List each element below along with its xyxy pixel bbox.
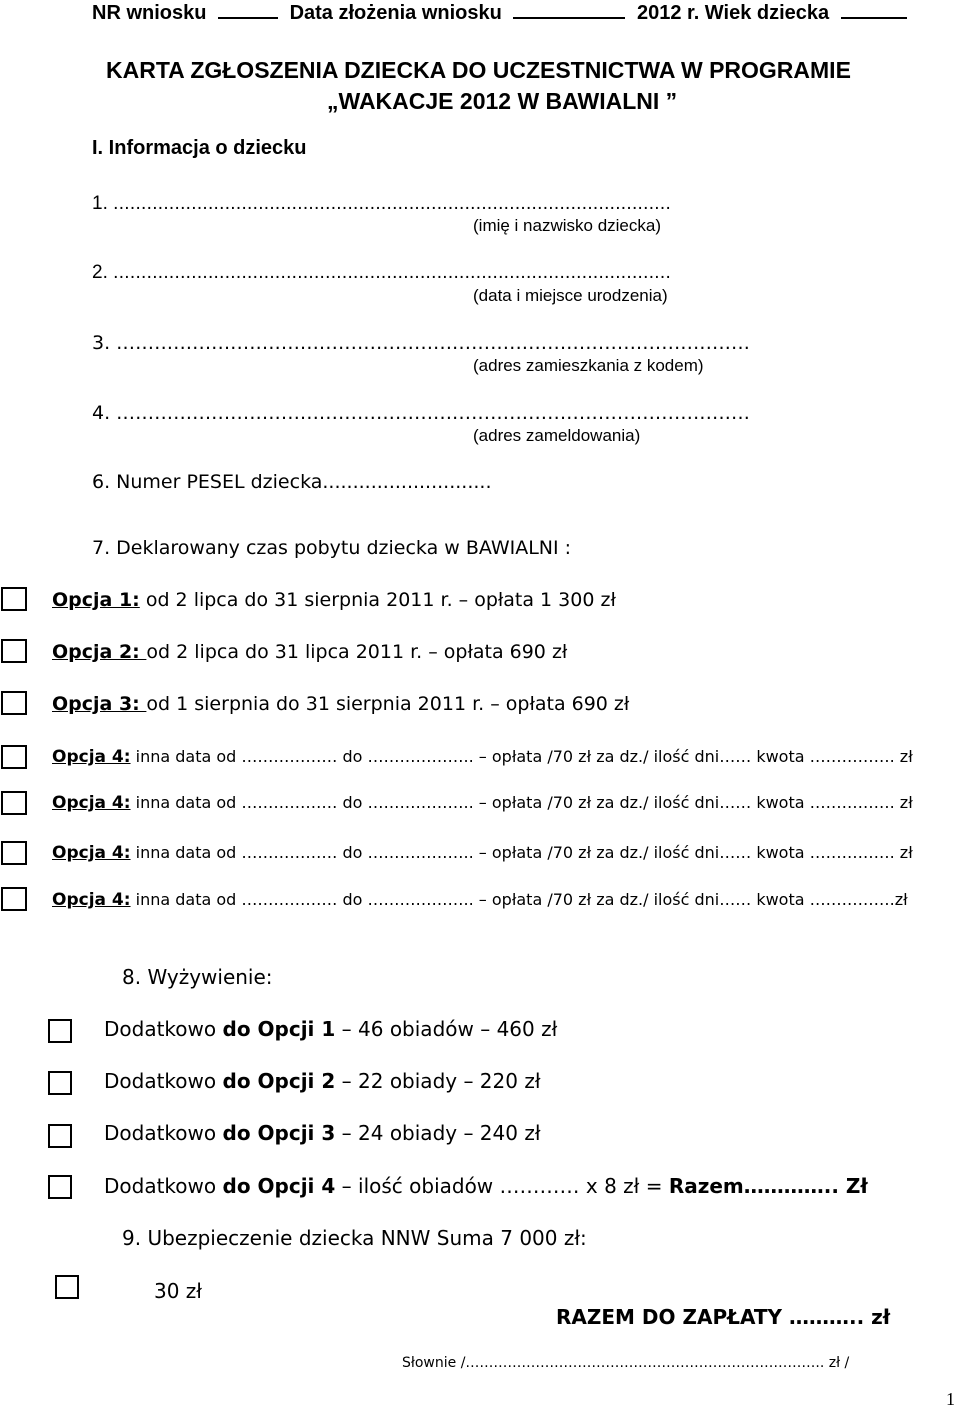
insurance-heading: 9. Ubezpieczenie dziecka NNW Suma 7 000 zł: <box>122 1226 587 1250</box>
option-text: inna data od ……………… do ……………….. – opłata /70 zł za dz./ ilość dni…… kwota …………….zł <box>130 890 908 909</box>
meal-4-row <box>104 1174 868 1198</box>
section-heading: I. Informacja o dziecku <box>92 137 307 159</box>
meal-option: do Opcji 3 <box>222 1121 336 1145</box>
meal-post: – 22 obiady – 220 zł <box>335 1069 541 1093</box>
option-label: Opcja 4: <box>52 793 131 813</box>
meal-pre: Dodatkowo <box>104 1121 223 1145</box>
field-2-row <box>92 262 671 284</box>
option-text: od 1 sierpnia do 31 sierpnia 2011 r. – opłata 690 zł <box>146 693 630 715</box>
field-1-row <box>92 193 671 215</box>
meal-2-row <box>104 1069 541 1093</box>
meal-pre: Dodatkowo <box>104 1017 223 1041</box>
option-text: od 2 lipca do 31 sierpnia 2011 r. – opłata 1 300 zł <box>139 589 616 611</box>
registration-input-dots[interactable]: .................................................................................................... <box>116 402 751 424</box>
option-label: Opcja 4: <box>52 890 131 910</box>
field-caption: (adres zameldowania) <box>473 426 641 445</box>
option-4b-row <box>52 793 913 813</box>
year-age-label: 2012 r. Wiek dziecka <box>636 2 830 24</box>
meal-post: – ilość obiadów ………… x 8 zł = <box>335 1174 669 1198</box>
name-input-dots[interactable]: .................................................................................................... <box>113 193 672 214</box>
option-label: Opcja 4: <box>52 843 131 863</box>
field-3-row <box>92 332 750 354</box>
option-label: Opcja 4: <box>52 747 131 767</box>
option-3-checkbox[interactable] <box>1 691 27 715</box>
meal-pre: Dodatkowo <box>104 1069 223 1093</box>
insurance-amount: 30 zł <box>154 1279 202 1303</box>
option-2-row <box>52 641 567 663</box>
option-1-checkbox[interactable] <box>1 587 27 611</box>
birth-input-dots[interactable]: .................................................................................................... <box>113 262 672 283</box>
field-caption: (data i miejsce urodzenia) <box>473 286 668 305</box>
meals-heading: 8. Wyżywienie: <box>122 965 273 989</box>
field-caption: (imię i nazwisko dziecka) <box>473 216 661 235</box>
meal-4-checkbox[interactable] <box>48 1175 72 1199</box>
meal-pre: Dodatkowo <box>104 1174 223 1198</box>
option-4b-checkbox[interactable] <box>1 791 27 815</box>
nr-label: NR wniosku <box>92 2 207 24</box>
option-4a-row <box>52 747 913 767</box>
meal-3-checkbox[interactable] <box>48 1124 72 1148</box>
declared-stay-heading: 7. Deklarowany czas pobytu dziecka w BAWIALNI : <box>92 537 572 559</box>
date-label: Data złożenia wniosku <box>289 2 502 24</box>
option-label: Opcja 3: <box>52 693 147 715</box>
insurance-checkbox[interactable] <box>55 1275 79 1299</box>
page-number: 1 <box>946 1389 955 1409</box>
field-number: 2. <box>92 262 108 283</box>
meal-1-row <box>104 1017 557 1041</box>
option-4a-checkbox[interactable] <box>1 745 27 769</box>
field-number: 4. <box>92 402 111 424</box>
field-caption: (adres zamieszkania z kodem) <box>473 356 704 375</box>
meal-2-checkbox[interactable] <box>48 1071 72 1095</box>
option-label: Opcja 2: <box>52 641 147 663</box>
meal-option: do Opcji 1 <box>222 1017 336 1041</box>
option-4d-checkbox[interactable] <box>1 887 27 911</box>
option-3-row <box>52 693 629 715</box>
meal-post: – 46 obiadów – 460 zł <box>335 1017 558 1041</box>
field-number: 3. <box>92 332 111 354</box>
date-blank[interactable] <box>513 16 625 19</box>
title-line2: „WAKACJE 2012 W BAWIALNI ” <box>327 88 678 114</box>
header-line <box>92 2 907 25</box>
field-number: 1. <box>92 193 108 214</box>
option-4d-row <box>52 890 908 910</box>
meal-total: Razem………….. Zł <box>668 1174 868 1198</box>
pesel-field[interactable]: 6. Numer PESEL dziecka............................ <box>92 471 492 493</box>
option-4c-row <box>52 843 913 863</box>
meal-option: do Opcji 4 <box>222 1174 336 1198</box>
nr-blank[interactable] <box>218 16 278 19</box>
title-line1: KARTA ZGŁOSZENIA DZIECKA DO UCZESTNICTWA W PROGRAMIE <box>106 57 851 83</box>
age-blank[interactable] <box>841 16 907 19</box>
option-4c-checkbox[interactable] <box>1 841 27 865</box>
total-to-pay[interactable]: RAZEM DO ZAPŁATY ……….. zł <box>556 1305 891 1329</box>
meal-option: do Opcji 2 <box>222 1069 336 1093</box>
option-text: od 2 lipca do 31 lipca 2011 r. – opłata 690 zł <box>146 641 568 663</box>
meal-post: – 24 obiady – 240 zł <box>335 1121 541 1145</box>
option-text: inna data od ……………… do ……………….. – opłata /70 zł za dz./ ilość dni…… kwota ……………. zł <box>130 793 913 812</box>
option-text: inna data od ……………… do ……………….. – opłata /70 zł za dz./ ilość dni…… kwota ……………. zł <box>130 843 913 862</box>
option-2-checkbox[interactable] <box>1 639 27 663</box>
address-input-dots[interactable]: .................................................................................................... <box>116 332 751 354</box>
option-text: inna data od ……………… do ……………….. – opłata /70 zł za dz./ ilość dni…… kwota ……………. zł <box>130 747 913 766</box>
meal-1-checkbox[interactable] <box>48 1019 72 1043</box>
option-label: Opcja 1: <box>52 589 140 611</box>
option-1-row <box>52 589 616 611</box>
field-4-row <box>92 402 750 424</box>
amount-in-words[interactable]: Słownie /………………………………………………………………….. zł / <box>402 1355 850 1371</box>
meal-3-row <box>104 1121 541 1145</box>
